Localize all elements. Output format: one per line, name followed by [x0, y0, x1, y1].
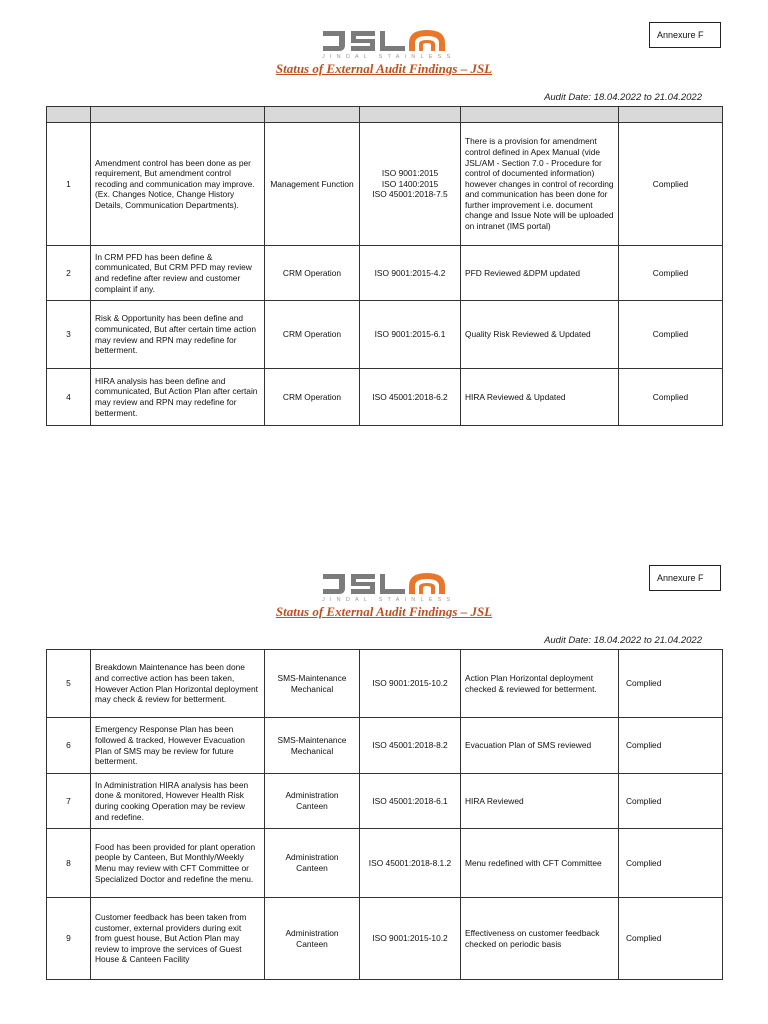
finding-area: CRM Operation — [265, 301, 360, 369]
finding-area: Administration Canteen — [265, 829, 360, 898]
finding-observation: Breakdown Maintenance has been done and corrective action has been taken, However Action Plan Horizontal deployment may check & review for betterment. — [91, 650, 265, 718]
header-cell — [91, 107, 265, 123]
finding-action: Menu redefined with CFT Committee — [461, 829, 619, 898]
table-row — [47, 369, 723, 426]
finding-observation: Risk & Opportunity has been define and communicated, But after certain time action may review and RPN may redefine for betterment. — [91, 301, 265, 369]
finding-status: Complied — [619, 718, 723, 774]
header-cell — [47, 107, 91, 123]
finding-clause: ISO 45001:2018-8.2 — [360, 718, 461, 774]
finding-action: Evacuation Plan of SMS reviewed — [461, 718, 619, 774]
finding-observation: In CRM PFD has been define & communicated, But CRM PFD may review and redefine after review and customer complaint if any. — [91, 246, 265, 301]
finding-clause: ISO 9001:2015-10.2 — [360, 650, 461, 718]
finding-observation: Food has been provided for plant operation people by Canteen, But Monthly/Weekly Menu may review with CFT Committee or Specialized Doctor and redefine the menu. — [91, 829, 265, 898]
finding-number: 9 — [47, 898, 91, 980]
finding-status: Complied — [619, 829, 723, 898]
table-row — [47, 718, 723, 774]
audit-date: Audit Date: 18.04.2022 to 21.04.2022 — [544, 92, 702, 103]
finding-observation: HIRA analysis has been define and communicated, But Action Plan after certain may review and RPN may redefine for betterment. — [91, 369, 265, 426]
finding-observation: Amendment control has been done as per requirement, But amendment control recoding and communication may improve. (Ex. Changes Notice, Change History Details, Communication Departments). — [91, 123, 265, 246]
finding-number: 1 — [47, 123, 91, 246]
finding-action: Effectiveness on customer feedback checked on periodic basis — [461, 898, 619, 980]
finding-number: 8 — [47, 829, 91, 898]
finding-action: Quality Risk Reviewed & Updated — [461, 301, 619, 369]
logo-subtext: JINDAL STAINLESS — [322, 54, 456, 60]
finding-action: HIRA Reviewed & Updated — [461, 369, 619, 426]
table-row — [47, 246, 723, 301]
findings-table — [46, 649, 723, 980]
annexure-label: Annexure F — [649, 565, 721, 591]
finding-area: CRM Operation — [265, 246, 360, 301]
finding-action: PFD Reviewed &DPM updated — [461, 246, 619, 301]
logo-subtext: JINDAL STAINLESS — [322, 597, 456, 603]
table-row — [47, 829, 723, 898]
finding-status: Complied — [619, 369, 723, 426]
finding-area: SMS-Maintenance Mechanical — [265, 718, 360, 774]
finding-status: Complied — [619, 246, 723, 301]
header-cell — [265, 107, 360, 123]
table-row — [47, 301, 723, 369]
finding-number: 2 — [47, 246, 91, 301]
finding-number: 6 — [47, 718, 91, 774]
table-row — [47, 774, 723, 829]
finding-number: 4 — [47, 369, 91, 426]
finding-clause: ISO 9001:2015-6.1 — [360, 301, 461, 369]
finding-status: Complied — [619, 650, 723, 718]
finding-status: Complied — [619, 301, 723, 369]
table-row — [47, 650, 723, 718]
finding-status: Complied — [619, 774, 723, 829]
finding-action: HIRA Reviewed — [461, 774, 619, 829]
finding-observation: Emergency Response Plan has been followed & tracked, However Evacuation Plan of SMS may be review for future betterment. — [91, 718, 265, 774]
header-cell — [360, 107, 461, 123]
table-row — [47, 123, 723, 246]
finding-observation: In Administration HIRA analysis has been done & monitored, However Health Risk during cooking Operation may be review and redefine. — [91, 774, 265, 829]
finding-clause: ISO 9001:2015-4.2 — [360, 246, 461, 301]
finding-number: 5 — [47, 650, 91, 718]
finding-area: SMS-Maintenance Mechanical — [265, 650, 360, 718]
finding-status: Complied — [619, 123, 723, 246]
finding-clause: ISO 45001:2018-6.2 — [360, 369, 461, 426]
table-row — [47, 898, 723, 980]
annexure-label: Annexure F — [649, 22, 721, 48]
audit-date: Audit Date: 18.04.2022 to 21.04.2022 — [544, 635, 702, 646]
finding-observation: Customer feedback has been taken from customer, external providers during exit from guest house, But Action Plan may review to improve the services of Guest House & Canteen Facility — [91, 898, 265, 980]
finding-number: 7 — [47, 774, 91, 829]
finding-area: CRM Operation — [265, 369, 360, 426]
finding-action: Action Plan Horizontal deployment checked & reviewed for betterment. — [461, 650, 619, 718]
header-cell — [461, 107, 619, 123]
finding-number: 3 — [47, 301, 91, 369]
findings-table — [46, 106, 723, 426]
finding-clause: ISO 45001:2018-6.1 — [360, 774, 461, 829]
finding-clause: ISO 9001:2015 ISO 1400:2015 ISO 45001:2018-7.5 — [360, 123, 461, 246]
finding-area: Administration Canteen — [265, 774, 360, 829]
header-cell — [619, 107, 723, 123]
table-header-row — [47, 107, 723, 123]
finding-clause: ISO 9001:2015-10.2 — [360, 898, 461, 980]
page-title: Status of External Audit Findings – JSL — [275, 61, 493, 76]
finding-clause: ISO 45001:2018-8.1.2 — [360, 829, 461, 898]
finding-area: Administration Canteen — [265, 898, 360, 980]
finding-status: Complied — [619, 898, 723, 980]
finding-action: There is a provision for amendment control defined in Apex Manual (vide JSL/AM - Section 7.0 - Procedure for control of documented information) however changes in control of recording and communication has been done for further improvement i.e. document change and Issue Note will be uploaded on intranet (IMS portal) — [461, 123, 619, 246]
finding-area: Management Function — [265, 123, 360, 246]
page-title: Status of External Audit Findings – JSL — [275, 604, 493, 619]
